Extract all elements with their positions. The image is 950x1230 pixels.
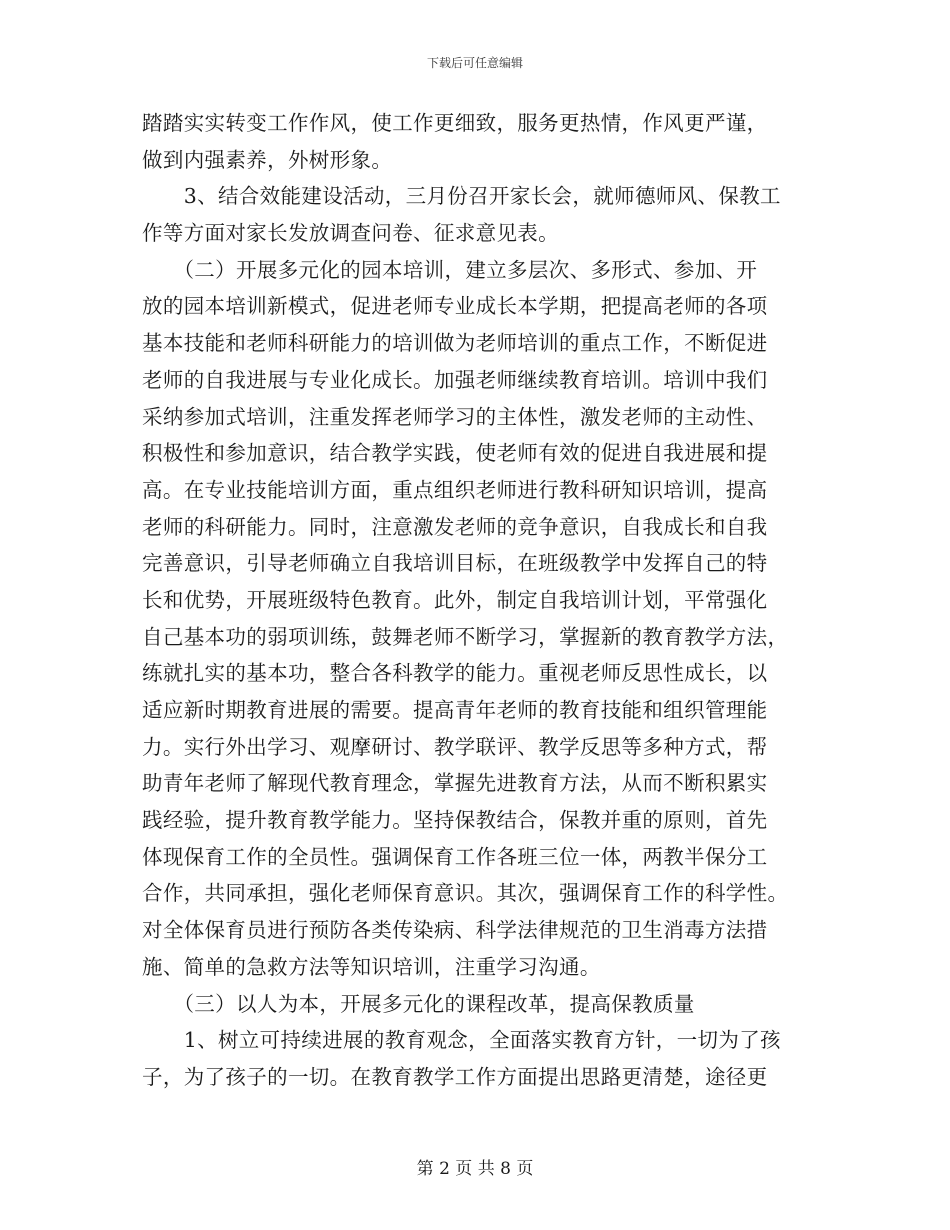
text-line: 踏踏实实转变工作作风，使工作更细致，服务更热情，作风更严谨， (142, 111, 768, 135)
text-line: 积极性和参加意识，结合教学实践，使老师有效的促进自我进展和提 (142, 441, 768, 466)
text-line: 施、简单的急救方法等知识培训，注重学习沟通。 (142, 954, 601, 979)
text-line: 老师的自我进展与专业化成长。加强老师继续教育培训。培训中我们 (142, 367, 768, 392)
text-line: 对全体保育员进行预防各类传染病、科学法律规范的卫生消毒方法措 (142, 918, 768, 943)
text-line: 基本技能和老师科研能力的培训做为老师培训的重点工作，不断促进 (142, 331, 768, 356)
text-line: 践经验，提升教育教学能力。坚持保教结合，保教并重的原则，首先 (142, 808, 768, 833)
text-line: （三）以人为本，开展多元化的课程改革，提高保教质量 (142, 991, 695, 1016)
document-body (142, 105, 832, 1096)
text-line: 自己基本功的弱项训练，鼓舞老师不断学习，掌握新的教育教学方法， (142, 624, 789, 649)
text-line: 放的园本培训新模式，促进老师专业成长本学期，把提高老师的各项 (142, 294, 768, 319)
text-line: 3、结合效能建设活动，三月份召开家长会，就师德师风、保教工 (142, 184, 781, 209)
text-line: 体现保育工作的全员性。强调保育工作各班三位一体，两教半保分工 (142, 844, 768, 869)
text-line: （二）开展多元化的园本培训，建立多层次、多形式、参加、开 (142, 257, 758, 282)
text-line: 1、树立可持续进展的教育观念，全面落实教育方针，一切为了孩 (142, 1028, 781, 1053)
text-line: 完善意识，引导老师确立自我培训目标，在班级教学中发挥自己的特 (142, 551, 768, 576)
text-line: 作等方面对家长发放调查问卷、征求意见表。 (142, 221, 559, 246)
text-line: 力。实行外出学习、观摩研讨、教学联评、教学反思等多种方式，帮 (142, 734, 768, 759)
text-line: 做到内强素养，外树形象。 (142, 147, 393, 172)
text-line: 采纳参加式培训，注重发挥老师学习的主体性，激发老师的主动性、 (142, 404, 768, 429)
page-number: 第 2 页 共 8 页 (416, 1159, 534, 1179)
text-line: 练就扎实的基本功，整合各科教学的能力。重视老师反思性成长，以 (142, 661, 768, 686)
text-line: 老师的科研能力。同时，注意激发老师的竞争意识，自我成长和自我 (142, 514, 768, 539)
text-line: 适应新时期教育进展的需要。提高青年老师的教育技能和组织管理能 (142, 698, 768, 722)
text-line: 子，为了孩子的一切。在教育教学工作方面提出思路更清楚，途径更 (142, 1064, 768, 1089)
text-line: 高。在专业技能培训方面，重点组织老师进行教科研知识培训，提高 (142, 477, 768, 502)
text-line: 长和优势，开展班级特色教育。此外，制定自我培训计划，平常强化 (142, 587, 768, 612)
page-header-note: 下载后可任意编辑 (426, 56, 523, 70)
text-line: 助青年老师了解现代教育理念，掌握先进教育方法，从而不断积累实 (142, 771, 768, 796)
text-line: 合作，共同承担，强化老师保育意识。其次，强调保育工作的科学性。 (142, 881, 789, 906)
